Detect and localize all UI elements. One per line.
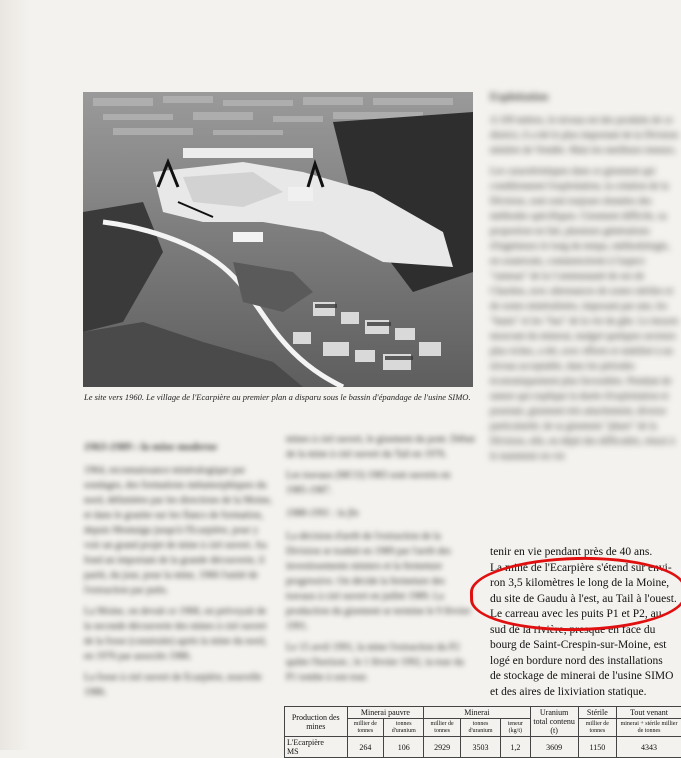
table-row (285, 737, 681, 758)
table-cell: 4343 (617, 737, 681, 758)
header-tout-venant: Tout venant (617, 707, 681, 719)
table-cell: 3503 (460, 737, 500, 758)
caption-lead: Le site vers 1960. Le village de l'Ecarpière au premier plan a disparu (84, 392, 321, 402)
header-uranium-label: Uranium (540, 708, 568, 717)
table-cell: 106 (384, 737, 424, 758)
caption-rest: sous le bassin d'épandage de l'usine SIMO. (323, 392, 470, 402)
table-cell: 264 (347, 737, 384, 758)
aerial-photo-drawing (83, 92, 473, 387)
mid-paragraph: Les travaux (MCO) 1983 sont ouverts en 1985-1987. (286, 468, 476, 498)
table-cell: 2929 (424, 737, 461, 758)
text-line: Le carreau avec les puits P1 et P2, au (490, 607, 680, 623)
header-minerai-pauvre: Minerai pauvre (347, 707, 424, 719)
header-sterile: Stérile (578, 707, 616, 719)
text-line: logé en bordure nord des installations (490, 654, 680, 670)
header-uranium-sub: total contenu (t) (533, 717, 575, 735)
page-edge (0, 0, 30, 750)
subheader-cell: teneur (kg/t) (501, 719, 531, 737)
left-column-heading: 1963-1989 : la mine moderne (84, 440, 272, 455)
row-type: MS (287, 747, 299, 756)
row-name-cell (285, 737, 348, 758)
text-line: ron 3,5 kilomètres le long de la Moine, (490, 576, 680, 592)
subheader-cell: millier de tonnes (347, 719, 384, 737)
subheader-cell: minerai + stérile millier de tonnes (617, 719, 681, 737)
text-line: sud de la rivière, presque en face du (490, 623, 680, 639)
aerial-photo (83, 92, 473, 387)
right-paragraph: Les caractéristiques dans ce gisement qui conditionnent l'exploitation, la création de la Division, sont sont toujours données des méthodes spécifiques. Gisement difficile, sa proportion en fait, plusieurs générations d'ingénieurs le long du temps, méthodologie, en souterrain, commencèrent à l'aspect "rameau" de la Communauté de ses de Chardon, avec alternances de zones stériles et de zones minéralisées, imposant par une, les "hauts" et les "bas" de la vie du gîte. Le moyen mouvant du minerai, malgré quelques secteurs plus riches, a été, avec efforts et stabilisé à un niveau acceptable, dans les périodes économiquement plus favorables. Pendant de nature qui explique la durée d'exploitation et pourtant, gisement très attachement, diverse particularité, de sa gisement "phare" de la Division, elle, en dépit des difficultés, réussi à le maintenir en vie (490, 164, 680, 464)
subheader-cell: tonnes d'uranium (384, 719, 424, 737)
table-header-row (285, 707, 681, 719)
right-column-heading: Exploitation (490, 90, 680, 105)
mid-subheading: 1988-1991 : la fin (286, 506, 476, 521)
text-line: du site de Gaudu à l'est, au Tail à l'ouest. (490, 592, 680, 608)
text-line: de stockage de minerai de l'usine SIMO (490, 669, 680, 685)
continued-line: tenir en vie pendant près de 40 ans. (490, 545, 680, 561)
text-line: et des aires de lixiviation statique. (490, 685, 680, 701)
table-cell: 3609 (530, 737, 578, 758)
table-cell: 1,2 (501, 737, 531, 758)
left-paragraph: La fosse à ciel ouvert de Ecarpière, nouvelle 1986. (84, 670, 272, 700)
header-production: Production des mines (285, 707, 348, 737)
left-paragraph: 1964, reconnaissance minéralogique par sondages, des formations métamorphiques du nord, délimitées par les directions de la Moine, et dans le granite sur les flancs de formation, depuis Montaigu jusqu'à l'Ecarpière, pour y voir un grand projet de mine à ciel ouvert. Au fond un important de la grande découverte, il partit, du jour, pour la mine, 1966 l'unité de l'extraction par puits. (84, 463, 272, 598)
left-paragraph: La Moine, on devait ce 1968, on prévoyait de la seconde découverte des mines à ciel ouvert de la fosse (construite) après la mine du nord, en 1976 par associés 1986. (84, 604, 272, 664)
right-paragraph: A 109 mètres, le niveau est des produits de ce district, il a été le plus important de la Division minière de Vendée. Mais les meilleurs teneurs. (490, 113, 680, 158)
production-table (284, 706, 681, 758)
subheader-cell: tonnes d'uranium (460, 719, 500, 737)
table-cell: 1150 (578, 737, 616, 758)
subheader-cell: millier de tonnes (578, 719, 616, 737)
header-minerai: Minerai (424, 707, 530, 719)
mid-paragraph: mines à ciel ouvert, le gisement du pont. Début de la mine à ciel ouvert du Tail en 1976. (286, 432, 476, 462)
right-column-blurred (490, 90, 680, 470)
row-name: L'Ecarpière (287, 738, 324, 747)
text-line: La mine de l'Ecarpière s'étend sur envi- (490, 561, 680, 577)
mid-paragraph: La décision d'arrêt de l'extraction de la Division se traduit en 1989 par l'arrêt des investissements miniers et la fermeture progressive. On décide la fermeture des travaux à ciel ouvert en juillet 1989. La production du gisement se termine le 9 février 1991. (286, 529, 476, 634)
left-column (84, 432, 272, 706)
text-line: bourg de Saint-Crespin-sur-Moine, est (490, 638, 680, 654)
header-uranium (530, 707, 578, 737)
subheader-cell: millier de tonnes (424, 719, 461, 737)
middle-column (286, 432, 476, 691)
photo-caption (84, 392, 476, 403)
mid-paragraph: Le 15 avril 1991, la mine l'extraction du P2 quitte l'horizon ; le 1 février 1992, la tour du P1 tombe à son tour. (286, 640, 476, 685)
